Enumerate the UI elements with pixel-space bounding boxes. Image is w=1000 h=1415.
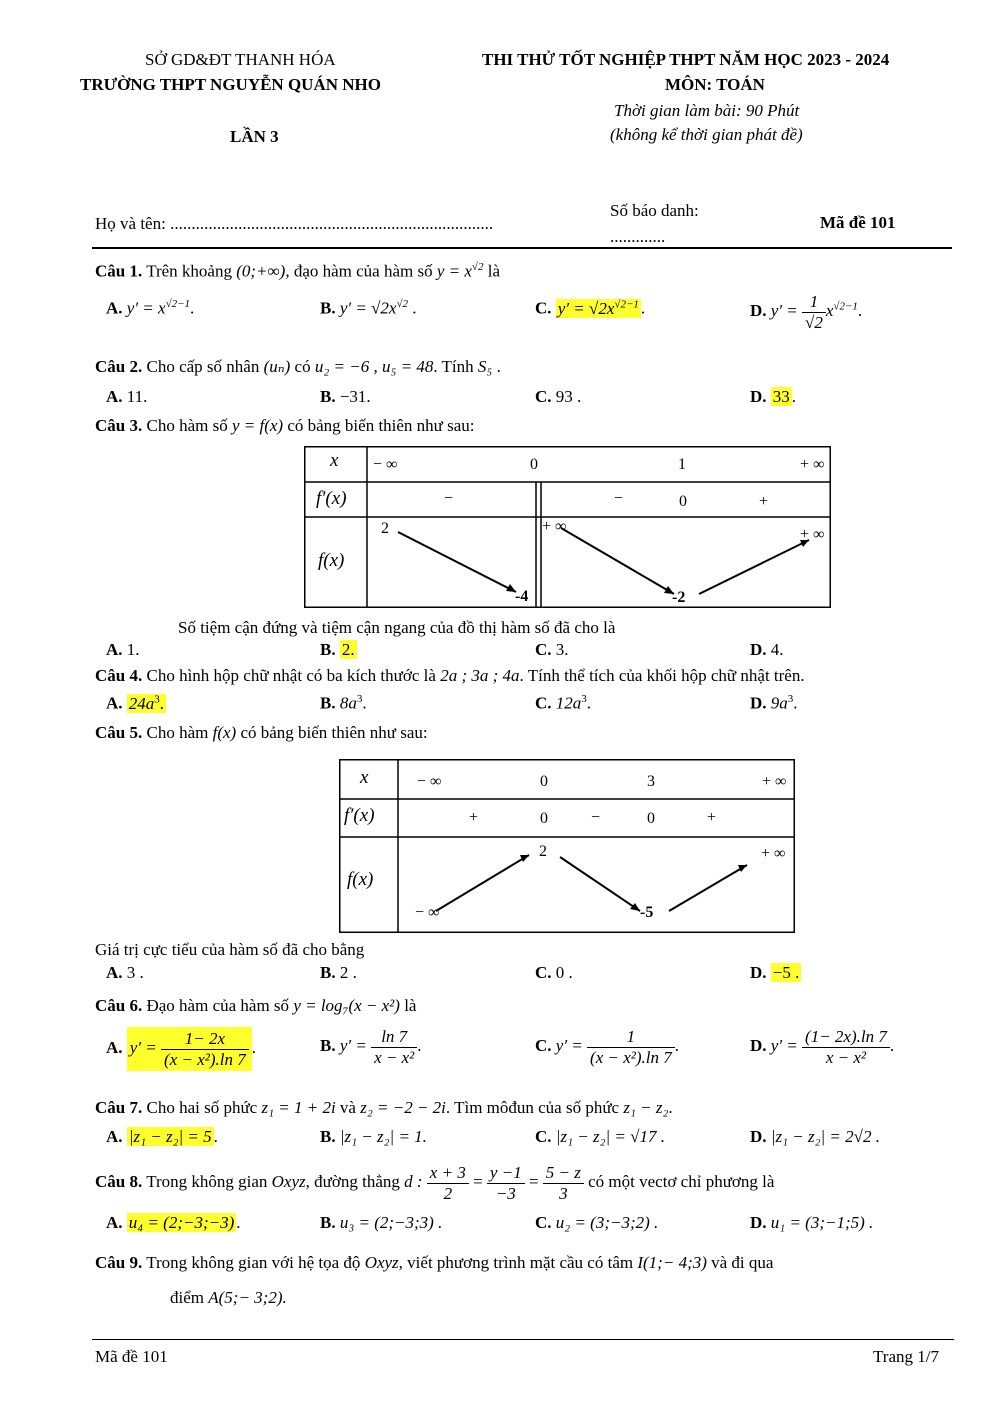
q6-option-c[interactable]: C. y′ = $\frac{1}{\text{(x − x²).ln 7}}$ .: [535, 1027, 679, 1067]
footer-page: Trang 1/7: [873, 1347, 939, 1366]
q7-option-d[interactable]: D. |z₁ − z₂| = 2√2 .: [750, 1127, 880, 1146]
table-fprime-label: f′(x): [316, 488, 347, 509]
exam-code: Mã đề 101: [820, 213, 896, 232]
q4-option-b[interactable]: B. $8a^3$.: [320, 693, 367, 713]
sbd-dots: .............: [610, 227, 666, 246]
q2-option-a[interactable]: A. 11.: [106, 387, 148, 406]
q1-option-a[interactable]: A. $y' = x^{√2-1}$.: [106, 298, 195, 318]
q5-option-a[interactable]: A. 3 .: [106, 963, 144, 982]
q4-option-c[interactable]: C. $12a^3$.: [535, 693, 592, 713]
q5-option-c[interactable]: C. 0 .: [535, 963, 573, 982]
question-1: Câu 1. Trên khoảng (0;+∞), đạo hàm của hàm số $y = x^{√2}$ là: [95, 261, 500, 281]
q5-question: Giá trị cực tiểu của hàm số đã cho bằng: [95, 940, 365, 959]
q3-option-a[interactable]: A. 1.: [106, 640, 140, 659]
q1-option-b[interactable]: B. $y' = √2x^{√2}$ .: [320, 298, 417, 318]
question-7: Câu 7. Cho hai số phức z₁ = 1 + 2i và z₂ = −2 − 2i. Tìm môđun của số phức z₁ − z₂.: [95, 1098, 673, 1117]
table-f-label: f(x): [347, 869, 374, 890]
school-name: TRƯỜNG THPT NGUYỄN QUÁN NHO: [80, 75, 381, 94]
name-field: Họ và tên: ............................................................................: [95, 214, 494, 233]
q3-question: Số tiệm cận đứng và tiệm cận ngang của đồ thị hàm số đã cho là: [178, 618, 616, 637]
table-x-label: x: [330, 450, 339, 471]
q1-option-d[interactable]: D. y′ = $\frac{1}{√2}$ $x^{√2-1}$.: [750, 292, 863, 332]
footer-divider: [92, 1339, 954, 1340]
q8-option-d[interactable]: D. u₁ = (3;−1;5) .: [750, 1213, 874, 1232]
q6-option-d[interactable]: D. y′ = $\frac{(1- 2x).\ln 7}{\text{x − x²}}$ .: [750, 1027, 895, 1067]
q3-option-d[interactable]: D. 4.: [750, 640, 784, 659]
footer-code: Mã đề 101: [95, 1347, 168, 1366]
q3-variation-table: x f′(x) f(x) − ∞ 0 1 + ∞ − − 0 + 2 -4 + ∞ -2 + ∞: [304, 446, 831, 608]
q2-option-b[interactable]: B. −31.: [320, 387, 371, 406]
q3-option-b[interactable]: B. 2.: [320, 640, 355, 659]
question-5: Câu 5. Cho hàm f(x) có bảng biến thiên như sau:: [95, 723, 428, 742]
time-note: (không kể thời gian phát đề): [610, 125, 803, 144]
question-6: Câu 6. Đạo hàm của hàm số y = log₇(x − x²) là: [95, 996, 417, 1015]
sbd-label: Số báo danh:: [610, 201, 699, 220]
q7-option-a[interactable]: A. |z₁ − z₂| = 5 .: [106, 1127, 218, 1146]
q5-option-b[interactable]: B. 2 .: [320, 963, 357, 982]
q8-option-b[interactable]: B. u₃ = (2;−3;3) .: [320, 1213, 443, 1232]
question-9-cont: điểm A(5;− 3;2).: [170, 1288, 287, 1307]
table-f-label: f(x): [318, 550, 345, 571]
q5-option-d[interactable]: D. −5 .: [750, 963, 800, 982]
question-2: Câu 2. Cho cấp số nhân (uₙ) có u₂ = −6 , u₅ = 48. Tính S₅ .: [95, 357, 501, 376]
table-x-label: x: [360, 767, 369, 788]
time-label: Thời gian làm bài: 90 Phút: [614, 101, 800, 120]
q6-option-a[interactable]: A. y′ = $\frac{1- 2x}{\text{(x − x²).ln 7}}$ .: [106, 1027, 256, 1071]
q2-option-d[interactable]: D. 33 .: [750, 387, 797, 406]
q8-option-a[interactable]: A. u₄ = (2;−3;−3) .: [106, 1213, 241, 1232]
q7-option-c[interactable]: C. |z₁ − z₂| = √17 .: [535, 1127, 665, 1146]
question-9: Câu 9. Trong không gian với hệ tọa độ Oxyz, viết phương trình mặt cầu có tâm I(1;− 4;3) và đi qua: [95, 1253, 774, 1272]
q4-option-a[interactable]: A. $24a^3$.: [106, 693, 165, 713]
round-label: LẦN 3: [230, 127, 279, 146]
q2-option-c[interactable]: C. 93 .: [535, 387, 582, 406]
q4-option-d[interactable]: D. $9a^3$.: [750, 693, 798, 713]
q3-option-c[interactable]: C. 3.: [535, 640, 569, 659]
q7-option-b[interactable]: B. |z₁ − z₂| = 1.: [320, 1127, 427, 1146]
question-4: Câu 4. Cho hình hộp chữ nhật có ba kích thước là 2a ; 3a ; 4a. Tính thể tích của khối hộp chữ nhật trên.: [95, 666, 805, 685]
header-divider: [92, 247, 952, 249]
table-fprime-label: f′(x): [344, 805, 375, 826]
question-3: Câu 3. Cho hàm số y = f(x) có bảng biến thiên như sau:: [95, 416, 475, 435]
q1-option-c[interactable]: C. $y' = √2x^{√2-1}$ .: [535, 298, 646, 318]
q5-variation-table: x f′(x) f(x) − ∞ 0 3 + ∞ + 0 − 0 + − ∞ 2 -5 + ∞: [339, 759, 795, 933]
dept-name: SỞ GD&ĐT THANH HÓA: [145, 50, 336, 69]
question-8: Câu 8. Trong không gian Oxyz, đường thẳng d : $\frac{x + 3}{2}$ = $\frac{y -1}{-3}$ = $\frac{5 - z}{3}$ có một vectơ chỉ phương là: [95, 1163, 775, 1203]
subject-label: MÔN: TOÁN: [665, 75, 765, 94]
q8-option-c[interactable]: C. u₂ = (3;−3;2) .: [535, 1213, 659, 1232]
q6-option-b[interactable]: B. y′ = $\frac{\ln 7}{\text{x − x²}}$ .: [320, 1027, 422, 1067]
exam-title: THI THỬ TỐT NGHIỆP THPT NĂM HỌC 2023 - 2024: [482, 50, 890, 69]
